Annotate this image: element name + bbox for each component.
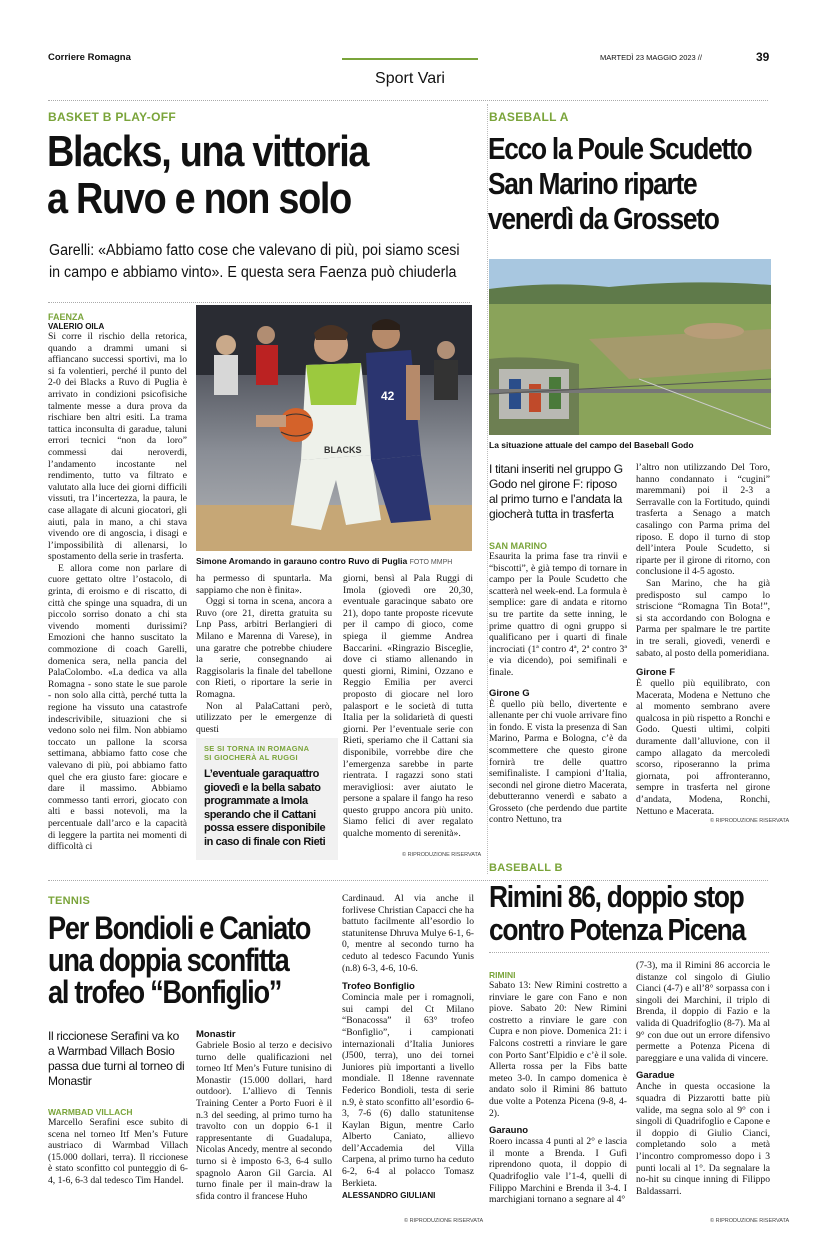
tennis-column-3: Cardinaud. Al via anche il forlivese Christian Capacci che ha battuto facilmente all’esordio lo statunitense Dhruva Mulye 6-1, 6-0, mentre al secondo turno ha ceduto al tedesco Facundo Yunis (n.8) 6-3, 4-6, 10-6. Trofeo Bonfiglio Comincia male per i romagnoli, sui campi del Ct Milano “Bonacossa” il 63° trofeo “Bonfiglio”, i campionati internazionali d’Italia Juniores (J500, terra), uno dei tornei Juniores più importanti a livello mondiale. Il 18enne ravennate Federico Bondioli, testa di serie n.9, è stato sconfitto all’esordio 6-3, 7-6 (6) dallo statunitense Kaylan Bigun, mentre Carlo Alberto Caniato, allievo dell’Accademia del Villa Carpena, al primo turno ha ceduto 6-2, 6-4 al polacco Tomasz Berkieta. ALESSANDRO GIULIANI (342, 893, 474, 1201)
tennis-column-1: WARMBAD VILLACH Marcello Serafini esce subito di scena nel torneo Itf Men’s Future austriaco di Warmbad Villach (15.000 dollari, terra). Il riccionese è stato sconfitto col punteggio di 6-4, 1-6, 6-3 dal tedesco Tim Handel. (48, 1107, 188, 1186)
baseball-b-column-1: RIMINI Sabato 13: New Rimini costretto a rinviare le gare con Fano e non piove. Sabato 20: New Rimini costretto a rinviare le gare con Cupra e non piove. Domenica 21: i Falcons costretti a rinviare le gare con Porto Sant’Elpidio e c’è il sole. Allerta rossa per la Fibs batte meteo 3-0. In campo domenica è andato solo il Rimini 86 battuto due volte a Potenza Picena (9-8, 4-2). Garauno Roero incassa 4 punti al 2° e lascia il monte a Brenda. I Gufi riprendono quota, il doppio di Quadrifoglio vale l’1-4, quelli di Filippo Marchini e Brenda il 3-4. I marchigiani tornano a segnare al 4° (489, 970, 627, 1206)
baseball-a-photo-caption: La situazione attuale del campo del Baseball Godo (489, 440, 694, 450)
dateline: FAENZA (48, 312, 84, 322)
basket-subtitle: Garelli: «Abbiamo fatto cose che valevano di più, poi siamo scesi in campo e abbiamo vinto». E questa sera Faenza può chiuderla (49, 242, 460, 281)
basket-column-3: giorni, bensì al Pala Ruggi di Imola (giovedì ore 20,30, eventuale garacinque sabato ore 21), dopo tante proposte ricevute per il campo di gioco, come spiega il giemme Andrea Baccarini. «Ringrazio Bisceglie, dove ci stiamo allenando in questi giorni, Rimini, Ozzano e Reggio Emilia per averci proposto di giocare nel loro palasport e le società di tutta Italia per la solidarietà di questi giorni. Per l’eventuale serie con Rieti, speriamo che il Cattani sia disponibile, vorrebbe dire che l’emergenza sarebbe in parte rientrata. I ragazzi sono stati meravigliosi: aver aiutato le persone a spalare il fango ha reso questo gruppo ancora più unito. Siamo felici di aver regalato qualche momento di serenità». (343, 573, 473, 840)
svg-text:BLACKS: BLACKS (324, 445, 362, 455)
header-divider (48, 100, 768, 101)
tennis-column-2: Monastir Gabriele Bosio al terzo e decisivo turno delle qualificazioni nel torneo Itf Men’s Future tunisino di Monastir (15.000 dollari, hard outdoor). L’allievo di Tennis Training Center a Porto Fuori è il n.3 del seeding, al primo turno ha travolto con un doppio 6-1 il rappresentante di Guadalupa, Nicolas Ancedy, mentre al secondo turno si è imposto 6-3, 6-4 sullo spagnolo Aaron Gil Garcia. Al turno finale per il main-draw la sfida contro il francese Huho (196, 1029, 332, 1202)
baseball-a-headline: Ecco la Poule Scudetto San Marino riparte venerdì da Grosseto (488, 131, 752, 236)
basket-copyright: © RIPRODUZIONE RISERVATA (402, 852, 482, 858)
basket-highlight-box (196, 738, 338, 860)
issue-date: MARTEDÌ 23 MAGGIO 2023 // (600, 53, 702, 62)
baseball-a-copyright: © RIPRODUZIONE RISERVATA (710, 818, 790, 824)
basket-column-2: ha permesso di spuntarla. Ma sappiamo che non è finita». Oggi si torna in scena, ancora a Ruvo (ore 21, diretta gratuita su Lnp Pass, arbitri Berlangieri di Milano e Marenna di Varese), in una garatre che potrebbe chiudere la serie, consegnando ai Raggisolaris la finale del tabellone con Rieti, o riportare la serie in Romagna. Non al PalaCattani però, utilizzato per le emergenze di questi (196, 573, 332, 735)
subhead-girone-g: Girone G (489, 687, 530, 699)
basket-divider (48, 302, 470, 303)
baseball-b-column-2: (7-3), ma il Rimini 86 accorcia le distanze col singolo di Giulio Cianci (4-7) e all’8° sorpassa con i singoli dei Marchini, il triplo di Brenda, il doppio di Fazio e la valida di Quadrifoglio (8-7). Ma al 9° con due out un errore difensivo permette a Potenza Picena di pareggiare e una valida di vincere. Garadue Anche in questa occasione la squadra di Pizzarotti batte più valide, ma segna solo al 9° con i singoli di Quadrifoglio e Capone e il doppio di Giulio Cianci, completando solo a metà l’incontro compromesso dopo i 3 punti locali al 1°. Da segnalare la no-hit su cinque inning di Filippo Baldassarri. (636, 960, 770, 1197)
baseball-a-column-2: l’altro non utilizzando Del Toro, hanno condannato i “cugini” maremmani) poi il 2-3 a Serravalle con la Fortitudo, quindi trasferta a Senago a match casalingo con Parma prima del riposo. E dopo il turno di stop dell’intera Poule Scudetto, si riparte per il girone di ritorno, con conclusione il 4-5 agosto. San Marino, che ha già predisposto sul campo lo striscione “Romagna Tin Bota!”, si sta accordando con Bologna e Parma per spalmare le tre partite in tre serali, giovedì, venerdì e sabato, al posto della pomeridiana. Girone F È quello più equilibrato, con Macerata, Modena e Nettuno che al momento sembrano avere qualcosa in più rispetto a Ronchi e Godo. Questi ultimi, colpiti duramente dall’alluvione, con il campo allagato da mercoledì scorso, riposeranno la prima giornata, poi affronteranno, sempre in trasferta nel girone d’andata, Modena, Ronchi, Nettuno e Macerata. (636, 462, 770, 817)
dateline: WARMBAD VILLACH (48, 1107, 133, 1117)
basket-photo-caption: Simone Aromando in garauno contro Ruvo di Puglia FOTO MMPH (196, 556, 453, 566)
baseball-a-column-1: SAN MARINO Esaurita la prima fase tra rinvii e “biscotti”, è già tempo di tornare in campo per la Poule Scudetto che scatterà nel week-end. La formula è semplice: gare di andata e ritorno su tre partite da sette inning, le prime quattro di ogni gruppo si qualificano per i quarti di finale incrociati (1ª contro 4ª, 2ª contro 3ª e via dicendo), poi semifinali e finale. Girone G È quello più bello, divertente e allenante per chi vuole arrivare fino in fondo. E vista la presenza di San Marino, Parma e Bologna, c’è da scommettere che questo girone fornirà tre delle quattro semifinaliste. I campioni d’Italia, secondi nel girone dietro Macerata, debutteranno venerdì e sabato a Grosseto (che perdendo due partite contro Nettuno, tra (489, 541, 627, 826)
tennis-headline: Per Bondioli e Caniato una doppia sconfitta al trofeo “Bonfiglio” (48, 910, 311, 1010)
subhead-garadue: Garadue (636, 1070, 675, 1082)
section-accent-line (342, 58, 478, 60)
baseball-b-divider (489, 952, 769, 953)
section-title: Sport Vari (375, 70, 445, 87)
dateline: SAN MARINO (489, 541, 547, 551)
basket-paragraph: E allora come non parlare di cuore gettato oltre l’ostacolo, di grinta, di eroismo e di riscatto, di città che spinge una squadra, di un piccolo sorriso donato a chi sta vivendo momenti durissimi? Emozioni che hanno suscitato la commozione di coach Garelli, domenica sera, nella pancia del PalaColombo. «La dedica va alla Romagna - sono state le sue parole - non solo alla città, perché tutta la regione ha vissuto una catastrofe indescrivibile, situazioni che si vedono solo nei film. Non abbiamo toccato un pallone la scorsa settimana, abbiamo fatto cose che valevano di più, poi abbiamo fatto quel che era giusto fare: giocare e dare il massimo. Abbiamo commesso tanti errori, giocato con alti e bassi notevoli, ma la percentuale dall’arco e la capacità di leggere la partita nei momenti di difficoltà ci (48, 562, 187, 853)
box-text: L’eventuale garaquattro giovedì e la bella sabato programmate a Imola sperando che il Cattani possa essere disponibile in caso di finale con Rieti (204, 768, 326, 848)
box-kicker: SE SI TORNA IN ROMAGNA SI GIOCHERÀ AL RUGGI (204, 744, 310, 762)
dateline: RIMINI (489, 970, 516, 980)
page-number: 39 (756, 50, 770, 64)
subhead-monastir: Monastir (196, 1029, 236, 1040)
tennis-copyright: © RIPRODUZIONE RISERVATA (404, 1218, 484, 1224)
tennis-lead: Il riccionese Serafini va ko a Warmbad Villach Bosio passa due turni al torneo di Monastir (48, 1029, 185, 1088)
basket-column-1 (48, 312, 187, 853)
subhead-garauno: Garauno (489, 1125, 529, 1137)
subhead-trofeo-bonfiglio: Trofeo Bonfiglio (342, 981, 415, 993)
basket-paragraph: Si corre il rischio della retorica, quando a drammi umani si affiancano successi sportivi, ma lo si fa volentieri, perché il punto del 2-0 dei Blacks a Ruvo di Puglia è arrivato in condizioni psicofisiche talmente messe a dura prova da rischiare ben altri esiti. La trama tattica inconsulta di garadue, taluni errori tecnici “non da loro” commessi dai neroverdi, l’andamento incostante nel rendimento, tutto va filtrato e valutato alla luce dei giorni difficili vissuti, tra l’incertezza, la paura, le case allagate di alcuni giocatori, gli aiuti, pala in mano, a chi stava vivendo ore di angoscia, i disagi e l’impossibilità di allenarsi, lo spostamento della serie in trasferta. (48, 331, 187, 563)
baseball-b-copyright: © RIPRODUZIONE RISERVATA (710, 1218, 790, 1224)
author: VALERIO OILA (48, 322, 105, 331)
baseball-a-lead: I titani inseriti nel gruppo G Godo nel girone F: riposo al primo turno e l’andata la giocherà tutta in trasferta (489, 462, 623, 521)
baseball-a-kicker: BASEBALL A (489, 110, 569, 124)
svg-text:42: 42 (381, 389, 395, 403)
baseball-field-photo (489, 259, 771, 435)
tennis-kicker: TENNIS (48, 895, 91, 907)
basket-kicker: BASKET B PLAY-OFF (48, 110, 177, 124)
basket-headline: Blacks, una vittoria a Ruvo e non solo (47, 127, 369, 223)
baseball-b-kicker: BASEBALL B (489, 862, 563, 874)
basket-photo (196, 305, 472, 551)
baseball-b-headline: Rimini 86, doppio stop contro Potenza Picena (489, 879, 745, 947)
tennis-author: ALESSANDRO GIULIANI (342, 1191, 436, 1201)
newspaper-name: Corriere Romagna (48, 52, 131, 63)
subhead-girone-f: Girone F (636, 667, 676, 679)
